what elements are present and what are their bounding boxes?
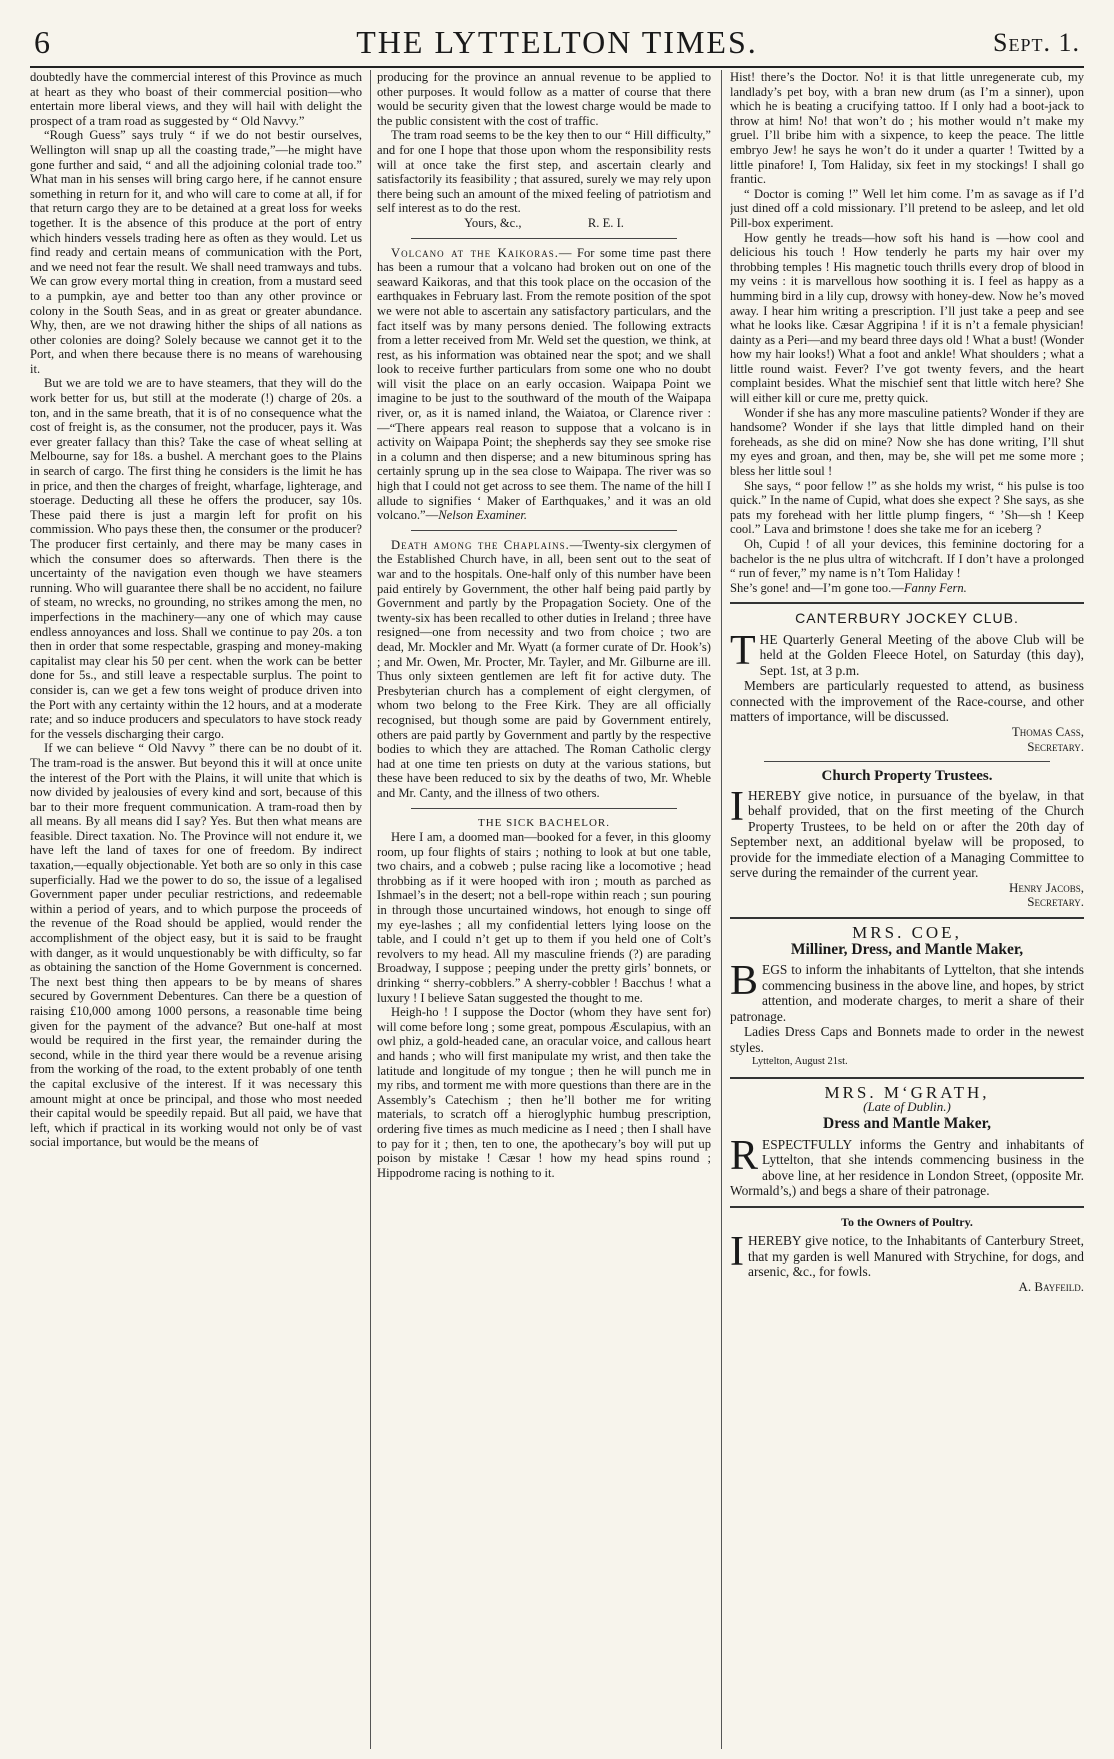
ad-signer: Henry Jacobs,	[1009, 879, 1084, 895]
ad-divider	[764, 761, 1050, 762]
ad-title: MRS. COE,	[852, 922, 962, 942]
ad-subtitle: Milliner, Dress, and Mantle Maker,	[790, 940, 1024, 958]
bachelor-paragraph: “ Doctor is coming !” Well let him come. I’m as savage as if I’d just dined off a cold missionary. I’ll pretend to be asleep, and let old Pill-box experiment.	[730, 186, 1084, 230]
ad-body	[730, 958, 1084, 1024]
ad-divider	[730, 1077, 1084, 1079]
chaplains-article	[377, 538, 711, 801]
masthead	[30, 22, 1084, 68]
issue-date: Sept. 1.	[993, 28, 1080, 57]
ad-text: HEREBY give notice, to the Inhabitants of Canterbury Street, that my garden is well Manured with Strychine, for dogs, and arsenic, &c., for fowls.	[748, 1233, 1084, 1280]
column-divider	[370, 70, 371, 1749]
drop-cap: I	[730, 783, 744, 830]
article-paragraph: doubtedly have the commercial interest of this Province as much at heart as they who boast of their commercial position—who entertain more liberal views, and they will hail with delight the prospect of a tram road as suggested by “ Old Navvy.”	[30, 70, 362, 128]
article-paragraph: “Rough Guess” says truly “ if we do not bestir ourselves, Wellington will snap up all the coasting trade,”—he might have gone further and said, “ and all the adjoining colonial trade too.” What man in his senses will bring cargo here, if he cannot ensure something in return for it, and who will care to come at all, if for that return cargo they are to be detained at a great loss for weeks together. It is the absence of this produce at the port of entry which hinders vessels trading here as often as they would. Let us find ready and certain means of communication with the Port, and we need not fear the result. We shall need tramways and tubs. We can grow every mortal thing in creation, from a mustard seed to a pumpkin, aye and better too than any other province or colony in the South Seas, and in as great or greater abundance. Why, then, are we not drawing hither the ships of all nations as other colonies are doing? Solely because we cannot get it to the Port, and when there because there is no means of warehousing it.	[30, 128, 362, 376]
bachelor-last-line: She’s gone! and—I’m gone too.—	[730, 580, 904, 595]
chaplains-heading: Death among the Chaplains.	[391, 537, 570, 552]
ad-signer: A. Bayfeild.	[1018, 1278, 1084, 1294]
column-2	[377, 70, 711, 1749]
volcano-body: — For some time past there has been a rumour that a volcano had broken out on one of the seaward Kaikoras, and that this took place on the occasion of the earthquakes in February last. From the remote position of the spot we were not able to ascertain any satisfactory particulars, and the fact itself was by many persons denied. The following extracts from a letter received from Mr. Weld set the question, we think, at rest, as his information was obtained near the spot; and we shall look to receive further particulars from some one who no doubt will visit the place on an early occasion. Waipapa Point we imagine to be just to the southward of the mouth of the Waipapa river, or, as it is named inland, the Waiatoa, or Clarence river :—“There appears real reason to suppose that a volcano is in activity on Waipapa Point; the shepherds say they see smoke rise in a column and then disperse; and a new bituminous spring has certainly sprung up in the sea close to Waipapa. The river was so high that I could not get across to see them. The name of the hill I allude to signifies ‘ Maker of Earthquakes,’ and it was an old volcano.”—	[377, 245, 711, 523]
mrs-coe-ad	[730, 922, 1084, 1070]
letter-signoff	[377, 216, 711, 231]
drop-cap: R	[730, 1132, 759, 1179]
ad-divider	[730, 917, 1084, 919]
letter-paragraph: The tram road seems to be the key then to our “ Hill difficulty,” and for one I hope that those upon whom the responsibility rests will at once take the first step, and ascertain clearly and satisfactorily its feasibility ; that assured, surely we may rely upon there being such an amount of the mixed feeling of patriotism and self interest as to do the rest.	[377, 128, 711, 216]
ad-title: Church Property Trustees.	[821, 768, 993, 785]
ad-title: MRS. M‘GRATH,	[824, 1082, 990, 1102]
ad-origin: (Late of Dublin.)	[863, 1099, 951, 1115]
ad-body	[730, 1229, 1084, 1280]
mrs-mgrath-ad	[730, 1082, 1084, 1199]
letter-closing: Yours, &c.,	[464, 215, 522, 230]
drop-cap: B	[730, 958, 759, 1005]
ad-body	[730, 1132, 1084, 1199]
bachelor-ending	[730, 581, 1084, 596]
drop-cap: T	[730, 627, 756, 674]
bachelor-paragraph: Oh, Cupid ! of all your devices, this feminine doctoring for a bachelor is the ne plus ultra of witchcraft. If I don’t have a prolonged “ run of fever,” my name is n’t Tom Haliday !	[730, 537, 1084, 581]
bachelor-paragraph: Here I am, a doomed man—booked for a fever, in this gloomy room, up four flights of stairs ; nothing to look at but one table, two chairs, and a cobweb ; pulse racing like a locomotive ; head throbbing as if it were hooped with iron ; mouth as parched as Ishmael’s in the desert; not a bell-rope within reach ; sun pouring in through those uncurtained windows, hot enough to singe off my eye-lashes ; all my confidential letters lying loose on the table, and I could n’t get up to them if you held one of Colt’s revolvers to my head. All my masculine friends (?) are parading Broadway, I suppose ; peeping under the pretty girls’ bonnets, or drinking “ sherry-cobblers.” A sherry-cobbler ! Bacchus ! what a luxury ! I believe Satan suggested the thought to me.	[377, 830, 711, 1005]
ad-divider	[730, 1206, 1084, 1208]
bachelor-paragraph: Hist! there’s the Doctor. No! it is that little unregenerate cub, my landlady’s pet boy, with a bran new drum (as I’m a sinner), upon which he is beating a crucifying tattoo. If I only had a boot-jack to throw at him! No! that won’t do ; his mother would n’t make my gruel. I’ll bribe him with a sixpence, to keep the peace. The little embryo Jew! he says he won’t do it under a quarter ! Twitted by a little pinafore! I, Tom Haliday, six feet in my stockings! I shall go frantic.	[730, 70, 1084, 187]
volcano-article	[377, 246, 711, 523]
bachelor-paragraph: How gently he treads—how soft his hand is —how cool and delicious his touch ! How tenderly he parts my hair over my throbbing temples ! His magnetic touch thrills every drop of blood in my veins : it is marvellous how soothing it is. I feel as happy as a humming bird in a lily cup, drowsy with honey-dew. Now he’s moved away. I hear him writing a prescription. I’ll just take a peep and see what he looks like. Cæsar Aggripina ! if it is n’t a female physician! dainty as a Peri—and my beard three days old ! What a bust! (Wonder how my hair looks!) What a foot and ankle! What shoulders ; what a little round waist. Fever? I’ve got twenty fevers, and the heart complaint besides. What the mischief sent that little witch here? She will either kill or cure me, pretty quick.	[730, 230, 1084, 406]
ad-text: Members are particularly requested to attend, as business connected with the improvement of the Race-course, and other matters of importance, will be discussed.	[730, 678, 1084, 725]
ad-role: Secretary.	[1027, 738, 1084, 754]
volcano-source: Nelson Examiner.	[438, 508, 528, 523]
ad-body	[730, 627, 1084, 679]
column-3	[730, 70, 1084, 1749]
ad-body	[730, 783, 1084, 881]
ad-text: HEREBY give notice, in pursuance of the byelaw, in that behalf provided, that on the first meeting of the Church Property Trustees, to be held on or after the 20th day of September next, an additional byelaw will be proposed, to provide for the immediate election of a Managing Committee to serve during the remainder of the current year.	[730, 787, 1084, 881]
chaplains-body: —Twenty-six clergymen of the Established Church have, in all, been sent out to the seat of war and to the hospitals. One-half only of this number have been paid entirely by Government, the other half being paid partly by Government and partly by the Propagation Society. One of the twenty-six has been recalled to other duties in Ireland ; three have resigned—one from necessity and two from choice ; two are dead, Mr. Mockler and Mr. Wyatt (a former curate of Dr. Hook’s) ; and Mr. Owen, Mr. Procter, Mr. Tayler, and Mr. Gilburne are ill. Thus only sixteen gentlemen are left fit for active duty. The Presbyterian church has a complement of eight clergymen, of whom two belong to the Free Kirk. They are all officially recognised, but though some are paid by Government entirely, others are paid partly by Government and partly by the respective bodies to which they are attached. The Roman Catholic clergy had at one time ten priests on duty at the various stations, but these have been reduced to six by the deaths of two, Mr. Wheble and Mr. Canty, and the illness of two others.	[377, 537, 711, 800]
volcano-heading: Volcano at the Kaikoras.	[391, 245, 559, 260]
ad-text: HE Quarterly General Meeting of the above Club will be held at the Golden Fleece Hotel, on Saturday (this day), Sept. 1st, at 3 p.m.	[759, 631, 1084, 678]
columns	[30, 70, 1084, 1749]
ad-subtitle: Dress and Mantle Maker,	[823, 1114, 991, 1132]
ad-text: Ladies Dress Caps and Bonnets made to order in the newest styles.	[730, 1024, 1084, 1055]
letter-paragraph: producing for the province an annual revenue to be applied to other purposes. It would follow as a matter of course that there would be security given that the lowest charge would be made to the public consistent with the cost of traffic.	[377, 70, 711, 128]
section-divider	[411, 530, 677, 531]
letter-initials: R. E. I.	[587, 215, 624, 230]
bachelor-paragraph: Heigh-ho ! I suppose the Doctor (whom they have sent for) will come before long ; some great, pompous Æsculapius, with an owl phiz, a gold-headed cane, an oracular voice, and callous heart and hands ; who will first manipulate my wrist, and then take the latitude and longitude of my tongue ; then he will punch me in my ribs, and torment me with more questions than there are in the Assembly’s Catechism ; then he’ll bother me for writing materials, to scratch off a hieroglyphic humbug prescription, ordering five times as much medicine as I need ; then I shall have to pay for it ; then, ten to one, the apothecary’s boy will put up poison by mistake ! Cæsar ! how my head spins round ; Hippodrome racing is nothing to it.	[377, 1005, 711, 1180]
jockey-club-ad	[730, 611, 1084, 754]
article-paragraph: If we can believe “ Old Navvy ” there can be no doubt of it. The tram-road is the answer. But beyond this it will at once unite the interest of the Port with the Plains, it will unite that which is now divided by jealousies of every kind and sort, because of this bar to their more frequent communication. A tram-road then by all means. By all means did I say? Yes. But then what means are feasible. Direct taxation. No. The Province will not endure it, we have left the land of taxes for one of freedom. By indirect taxation,—equally objectionable. Yet both are so only in this case superficially. Had we the power to do so, the issue of a legalised Government paper under peculiar restrictions, and redeemable within a period of years, and to which purpose the proceeds of the revenue of the Road should be applied, would render the accomplishment of the object easy, but it is said to be fraught with danger, as it would unquestionably be with difficulty, so far as obtaining the sanction of the Home Government is concerned. The next best thing then appears to be by means of shares secured by Government Debentures. Can there be a question of raising £10,000 among 1000 persons, a reasonable time being given for the payment of the advance? But one-half at most would be required in the first year, the remainder during the second, while in the third year there would be a revenue arising from the working of the road, to the extent probably of one tenth the capital exclusive of the interest. If it was necessary this amount might at once be principal, and those who most needed their capital would be speedily repaid. But all paid, we have that left, which if practical in its working would not only be of vast social importance, but would be the means of	[30, 741, 362, 1150]
section-divider	[411, 808, 677, 809]
section-divider	[411, 238, 677, 239]
ad-text: ESPECTFULLY informs the Gentry and inhabitants of Lyttelton, that she intends commencing business in the above line, at her residence in London Street, (opposite Mr. Wormald’s,) and begs a share of their patronage.	[730, 1136, 1084, 1198]
column-divider	[721, 70, 722, 1749]
ad-role: Secretary.	[1027, 894, 1084, 910]
church-trustees-ad	[730, 769, 1084, 910]
bachelor-paragraph: She says, “ poor fellow !” as she holds my wrist, “ his pulse is too quick.” In the name of Cupid, what does she expect ? She says, as she pats my forehead with her little plump fingers, “ ’Sh—sh ! Keep cool.” Lava and brimstone ! does she take me for an iceberg ?	[730, 478, 1084, 537]
poultry-notice-ad	[730, 1215, 1084, 1295]
drop-cap: I	[730, 1229, 744, 1276]
column-1	[30, 70, 362, 1749]
ad-text: EGS to inform the inhabitants of Lyttelton, that she intends commencing business in the above line, and hopes, by strict attention, and moderate charges, to merit a share of their patronage.	[730, 962, 1084, 1024]
article-paragraph: But we are told we are to have steamers, that they will do the work better for us, but still at the moderate (!) charge of 20s. a ton, and in the same breath, that it is of no consequence what the cost of freight is, as the consumer, not the producer, pays it. Was ever greater fallacy than this? Take the case of wheat selling at Melbourne, say for 18s. a bushel. A merchant goes to the Plains in search of cargo. The first thing he considers is the limit he has in price, and then the charges of freight, wharfage, lighterage, and stoerage. Deducting all these he offers the producer, say 10s. These paid there is just a margin left for profit on his commission. Who pays these then, the consumer or the producer? The producer first certainly, and there may be many cases in which the consumer does so afterwards. Then there is the uncertainty of the navigation even though we have steamers running. Who will guarantee there shall be no accident, no failure of steam, no wrecks, no grounding, no strikes among the men, no imperfections in the machinery—any one of which may cause endless annoyances and loss. Shall we continue to pay 20s. a ton then in order that some respectable, grasping and money-making capitalist may clear his 50 per cent. when the work can be better done for 5s., and still leave a respectable surplus. The point to consider is, can we get a few tons weight of produce driven into the Port with any certainty within the 12 hours, and at a moderate rate; and so induce producers and speculators to have stock ready for the vessels discharging their cargo.	[30, 376, 362, 741]
bachelor-paragraph: Wonder if she has any more masculine patients? Wonder if they are handsome? Wonder if she lays that little dimpled hand on their foreheads, as she did on mine? Now she has done writing, I’ll shut my eyes and groan, and then, may be, she will pet me some more ; bless her little soul !	[730, 405, 1084, 479]
page-number: 6	[34, 24, 50, 60]
bachelor-title: THE SICK BACHELOR.	[478, 816, 610, 829]
newspaper-title: THE LYTTELTON TIMES.	[356, 24, 758, 60]
ad-date: Lyttelton, August 21st.	[752, 1056, 848, 1068]
ad-title: CANTERBURY JOCKEY CLUB.	[795, 610, 1019, 627]
bachelor-author: Fanny Fern.	[903, 580, 967, 595]
ad-title: To the Owners of Poultry.	[841, 1214, 973, 1229]
ad-signer: Thomas Cass,	[1011, 723, 1084, 739]
ad-divider	[730, 602, 1084, 604]
